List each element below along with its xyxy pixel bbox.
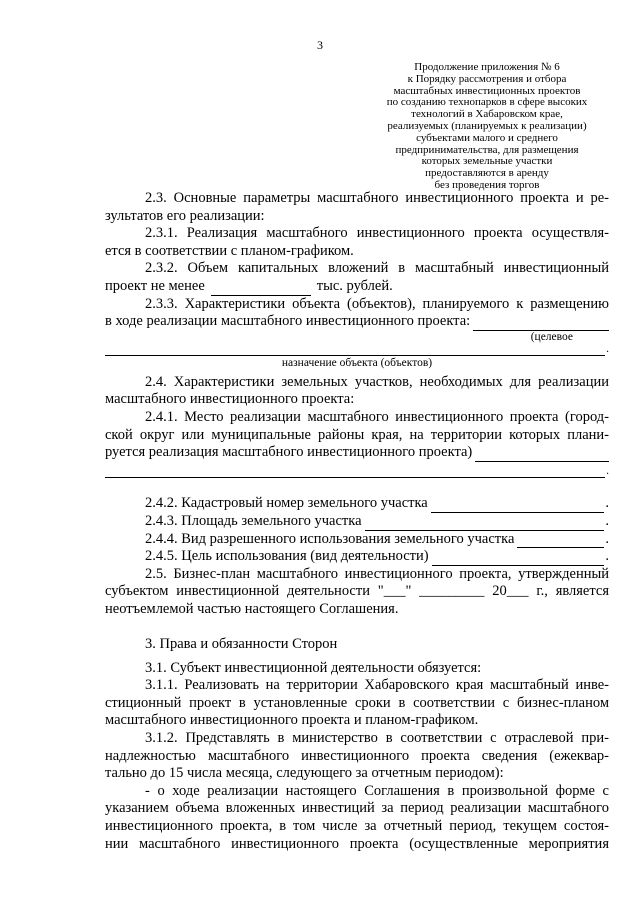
permitted-use-row [105,531,609,549]
object-purpose-label: в ходе реализации масштабного инвестиционного проекта: [105,313,471,330]
period: . [605,548,609,565]
bullet-progress-cont: нии масштабного инвестиционного проекта (осуществленные мероприятия [105,835,609,852]
appendix-header [362,62,612,192]
bullet-progress-cont: указанием объема вложенных инвестиций за период реализации масштабного [105,800,609,817]
project-location-full-blank[interactable] [105,462,609,478]
clause-3-1-2-cont: надлежностью масштабного инвестиционного проекта сведения (ежеквар- [105,747,609,764]
usage-purpose-blank[interactable] [432,552,605,566]
appendix-line: предоставляются в аренду [425,167,549,180]
appendix-line: масштабных инвестиционных проектов [393,84,581,97]
object-purpose-blank[interactable] [473,317,609,331]
clause-2-4: 2.4. Характеристики земельных участков, необходимых для реализации [145,373,609,390]
appendix-line: технологий в Хабаровском крае, [411,108,563,121]
object-purpose-full-blank[interactable] [105,344,609,356]
period: . [606,342,609,355]
cadastral-blank[interactable] [431,499,605,513]
clause-2-3-cont: зультатов его реализации: [105,207,265,224]
cadastral-label: 2.4.2. Кадастровый номер земельного участка [145,495,428,512]
clause-3-1-1: 3.1.1. Реализовать на территории Хабаровского края масштабный инве- [145,677,609,694]
permitted-use-blank[interactable] [517,534,604,548]
clause-2-5: 2.5. Бизнес-план масштабного инвестиционного проекта, утвержденный [145,565,609,582]
period: . [605,495,609,512]
period: . [606,464,609,477]
project-location-label: руется реализация масштабного инвестиционного проекта) [105,444,473,461]
object-purpose-note: (целевое [530,330,573,343]
capital-investment-blank[interactable] [211,282,311,296]
clause-3-1-2: 3.1.2. Представлять в министерство в соответствии с отраслевой при- [145,730,609,747]
clause-2-4-cont: масштабного инвестиционного проекта: [105,391,355,408]
clause-2-3-1: 2.3.1. Реализация масштабного инвестиционного проекта осуществля- [145,225,609,242]
appendix-line: реализуемых (планируемых к реализации) [387,119,587,132]
page-number: 3 [317,38,323,52]
clause-2-3: 2.3. Основные параметры масштабного инвестиционного проекта и ре- [145,190,609,206]
clause-2-5-end: неотъемлемой частью настоящего Соглашения. [105,600,399,617]
period: . [605,512,609,529]
capital-investment-unit: тыс. рублей. [316,277,393,294]
spacer [105,618,609,636]
document-body [105,190,609,853]
spacer [105,478,609,496]
clause-2-4-1-cont: ской округ или муниципальные районы края, на территории которых плани- [105,426,609,443]
area-row [105,513,609,531]
clause-3-1-2-end: тально до 15 числа месяца, следующего за отчетным периодом): [105,765,504,782]
appendix-line: которых земельные участки [421,155,553,168]
bullet-progress-cont: инвестиционного проекта, в том числе за отчетный период, текущем состоя- [105,818,609,834]
area-label: 2.4.3. Площадь земельного участка [145,512,362,529]
period: . [605,530,609,547]
permitted-use-label: 2.4.4. Вид разрешенного использования земельного участка [145,530,515,547]
object-purpose-caption: назначение объекта (объектов) [281,356,433,369]
project-location-blank[interactable] [475,448,609,462]
appendix-line: по созданию технопарков в сфере высоких [386,96,588,109]
clause-3-1-1-cont: стиционный проект в установленные сроки в соответствии с бизнес-планом [105,694,609,711]
clause-3-1: 3.1. Субъект инвестиционной деятельности обязуется: [145,659,482,676]
project-location-row [105,444,609,462]
clause-2-3-2: 2.3.2. Объем капитальных вложений в масштабный инвестиционный [145,260,609,277]
appendix-line: без проведения торгов [434,178,540,191]
project-location-line [105,463,605,478]
clause-2-3-3: 2.3.3. Характеристики объекта (объектов), планируемого к размещению [145,295,609,312]
clause-3-1-1-end: масштабного инвестиционного проекта и планом-графиком. [105,712,479,729]
appendix-line: Продолжение приложения № 6 [414,61,560,73]
appendix-line: предпринимательства, для размещения [395,143,579,156]
cadastral-row [105,495,609,513]
object-purpose-row [105,313,609,331]
clause-2-5-cont: субъектом инвестиционной деятельности "___" _________ 20___ г., является [105,583,609,600]
capital-investment-row [105,278,609,296]
section-3-title: 3. Права и обязанности Сторон [145,636,338,653]
clause-2-3-1-cont: ется в соответствии с планом-графиком. [105,242,354,259]
area-blank[interactable] [365,517,605,531]
usage-purpose-label: 2.4.5. Цель использования (вид деятельности) [145,548,429,565]
capital-investment-label: проект не менее [105,277,205,294]
bullet-progress: - о ходе реализации настоящего Соглашения в произвольной форме с [145,782,609,799]
object-purpose-line [105,345,605,356]
appendix-line: субъектами малого и среднего [416,131,558,144]
appendix-line: к Порядку рассмотрения и отбора [407,72,567,85]
clause-2-4-1: 2.4.1. Место реализации масштабного инвестиционного проекта (город- [145,408,609,425]
usage-purpose-row [105,548,609,566]
